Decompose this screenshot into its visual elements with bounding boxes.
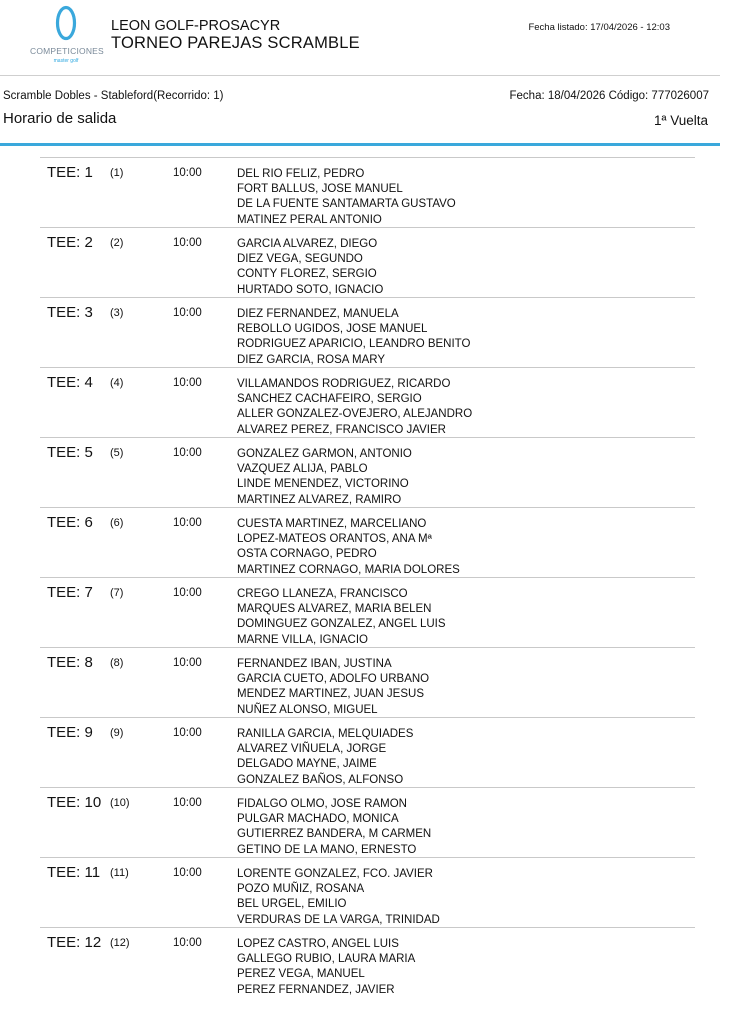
club-name: LEON GOLF-PROSACYR — [111, 18, 281, 34]
date-code-label: Fecha: 18/04/2026 Código: 777026007 — [509, 90, 709, 102]
player-name: NUÑEZ ALONSO, MIGUEL — [237, 703, 378, 716]
tee-time: 10:00 — [173, 377, 202, 389]
player-name: GONZALEZ BAÑOS, ALFONSO — [237, 773, 404, 786]
player-name: SANCHEZ CACHAFEIRO, SERGIO — [237, 393, 422, 406]
player-name: DE LA FUENTE SANTAMARTA GUSTAVO — [237, 198, 456, 211]
tee-number: (9) — [110, 727, 124, 739]
tee-number: (2) — [110, 237, 124, 249]
listing-date: Fecha listado: 17/04/2026 - 12:03 — [528, 22, 670, 33]
player-name: CREGO LLANEZA, FRANCISCO — [237, 588, 408, 600]
player-name: PEREZ FERNANDEZ, JAVIER — [237, 983, 395, 996]
section-title: Horario de salida — [3, 110, 117, 127]
tee-row — [40, 297, 695, 367]
player-name: REBOLLO UGIDOS, JOSE MANUEL — [237, 323, 428, 336]
player-name: GARCIA CUETO, ADOLFO URBANO — [237, 673, 430, 686]
player-group — [237, 937, 415, 998]
player-group — [237, 797, 431, 858]
tee-label: TEE: 1 — [47, 164, 93, 181]
player-name: GETINO DE LA MANO, ERNESTO — [237, 843, 417, 856]
player-name: ALLER GONZALEZ-OVEJERO, ALEJANDRO — [237, 408, 473, 421]
tee-time-list — [40, 157, 695, 997]
tee-label: TEE: 5 — [47, 444, 93, 461]
player-name: FORT BALLUS, JOSE MANUEL — [237, 183, 403, 196]
tee-row — [40, 717, 695, 787]
player-name: GUTIERREZ BANDERA, M CARMEN — [237, 828, 432, 841]
player-name: PULGAR MACHADO, MONICA — [237, 813, 399, 826]
tee-time: 10:00 — [173, 937, 202, 949]
player-name: VILLAMANDOS RODRIGUEZ, RICARDO — [237, 378, 451, 390]
player-name: LOPEZ-MATEOS ORANTOS, ANA Mª — [237, 533, 432, 546]
player-group — [237, 447, 412, 508]
player-name: MENDEZ MARTINEZ, JUAN JESUS — [237, 688, 424, 701]
player-name: DIEZ FERNANDEZ, MANUELA — [237, 308, 399, 320]
tee-number: (11) — [110, 867, 129, 879]
tee-number: (7) — [110, 587, 124, 599]
player-name: GONZALEZ GARMON, ANTONIO — [237, 448, 412, 460]
tee-label: TEE: 6 — [47, 514, 93, 531]
page-header — [0, 0, 729, 76]
tee-row — [40, 787, 695, 857]
tee-time: 10:00 — [173, 867, 202, 879]
tee-row — [40, 437, 695, 507]
tee-row — [40, 857, 695, 927]
tee-row — [40, 577, 695, 647]
player-name: RANILLA GARCIA, MELQUIADES — [237, 728, 414, 740]
accent-divider — [0, 143, 720, 146]
player-group — [237, 587, 446, 648]
player-name: GALLEGO RUBIO, LAURA MARIA — [237, 953, 416, 966]
tee-number: (1) — [110, 167, 124, 179]
tee-time: 10:00 — [173, 587, 202, 599]
player-name: MARQUES ALVAREZ, MARIA BELEN — [237, 603, 432, 616]
round-label: 1ª Vuelta — [653, 113, 708, 128]
player-group — [237, 657, 429, 718]
player-group — [237, 237, 383, 298]
tee-label: TEE: 3 — [47, 304, 93, 321]
player-name: DELGADO MAYNE, JAIME — [237, 758, 377, 771]
tee-label: TEE: 9 — [47, 724, 93, 741]
tee-row — [40, 927, 695, 997]
player-name: LOPEZ CASTRO, ANGEL LUIS — [237, 938, 399, 950]
tee-number: (10) — [110, 797, 130, 809]
tee-number: (12) — [110, 937, 130, 949]
player-name: RODRIGUEZ APARICIO, LEANDRO BENITO — [237, 338, 471, 351]
player-name: CONTY FLOREZ, SERGIO — [237, 268, 377, 281]
player-name: ALVAREZ VIÑUELA, JORGE — [237, 743, 387, 756]
player-name: POZO MUÑIZ, ROSANA — [237, 883, 365, 896]
tee-time: 10:00 — [173, 307, 202, 319]
tee-number: (8) — [110, 657, 124, 669]
tee-row — [40, 157, 695, 227]
player-name: DEL RIO FELIZ, PEDRO — [237, 168, 365, 180]
player-name: OSTA CORNAGO, PEDRO — [237, 548, 377, 561]
tee-label: TEE: 2 — [47, 234, 93, 251]
player-name: MARNE VILLA, IGNACIO — [237, 633, 369, 646]
header-divider — [0, 75, 720, 76]
competiciones-logo — [30, 4, 102, 68]
player-name: MARTINEZ ALVAREZ, RAMIRO — [237, 493, 402, 506]
tee-number: (3) — [110, 307, 124, 319]
tee-label: TEE: 8 — [47, 654, 93, 671]
player-name: DOMINGUEZ GONZALEZ, ANGEL LUIS — [237, 618, 446, 631]
tee-time: 10:00 — [173, 447, 202, 459]
tee-time: 10:00 — [173, 797, 202, 809]
player-group — [237, 307, 470, 368]
player-name: FIDALGO OLMO, JOSE RAMON — [237, 798, 407, 810]
tee-label: TEE: 10 — [47, 794, 102, 811]
tee-row — [40, 647, 695, 717]
player-name: LORENTE GONZALEZ, FCO. JAVIER — [237, 868, 433, 880]
player-name: FERNANDEZ IBAN, JUSTINA — [237, 658, 392, 670]
player-name: BEL URGEL, EMILIO — [237, 898, 347, 911]
tee-label: TEE: 12 — [47, 934, 102, 951]
player-name: DIEZ VEGA, SEGUNDO — [237, 253, 363, 266]
tee-row — [40, 507, 695, 577]
tee-number: (6) — [110, 517, 124, 529]
tee-time: 10:00 — [173, 167, 202, 179]
tee-number: (5) — [110, 447, 124, 459]
player-name: MARTINEZ CORNAGO, MARIA DOLORES — [237, 563, 460, 576]
tee-label: TEE: 11 — [47, 864, 101, 881]
tee-number: (4) — [110, 377, 124, 389]
player-group — [237, 167, 456, 228]
player-group — [237, 727, 413, 788]
player-name: VAZQUEZ ALIJA, PABLO — [237, 463, 368, 476]
tee-time: 10:00 — [173, 237, 202, 249]
player-group — [237, 867, 440, 928]
logo-subtext: master golf — [53, 58, 79, 64]
tee-time: 10:00 — [173, 657, 202, 669]
player-name: LINDE MENENDEZ, VICTORINO — [237, 478, 409, 491]
player-name: CUESTA MARTINEZ, MARCELIANO — [237, 518, 427, 530]
player-name: HURTADO SOTO, IGNACIO — [237, 283, 384, 296]
player-name: GARCIA ALVAREZ, DIEGO — [237, 238, 378, 250]
logo-ring-icon — [54, 4, 78, 42]
modality-label: Scramble Dobles - Stableford(Recorrido: 1) — [3, 90, 224, 102]
tee-time: 10:00 — [173, 727, 202, 739]
player-name: VERDURAS DE LA VARGA, TRINIDAD — [237, 913, 440, 926]
logo-text: COMPETICIONES — [30, 46, 104, 56]
player-name: PEREZ VEGA, MANUEL — [237, 968, 365, 981]
player-group — [237, 517, 460, 578]
tee-label: TEE: 7 — [47, 584, 93, 601]
player-name: ALVAREZ PEREZ, FRANCISCO JAVIER — [237, 423, 446, 436]
tee-time: 10:00 — [173, 517, 202, 529]
tournament-name: TORNEO PAREJAS SCRAMBLE — [111, 34, 360, 52]
player-name: MATINEZ PERAL ANTONIO — [237, 213, 382, 226]
player-name: DIEZ GARCIA, ROSA MARY — [237, 353, 386, 366]
player-group — [237, 377, 472, 438]
tee-row — [40, 227, 695, 297]
tee-label: TEE: 4 — [47, 374, 93, 391]
tee-row — [40, 367, 695, 437]
